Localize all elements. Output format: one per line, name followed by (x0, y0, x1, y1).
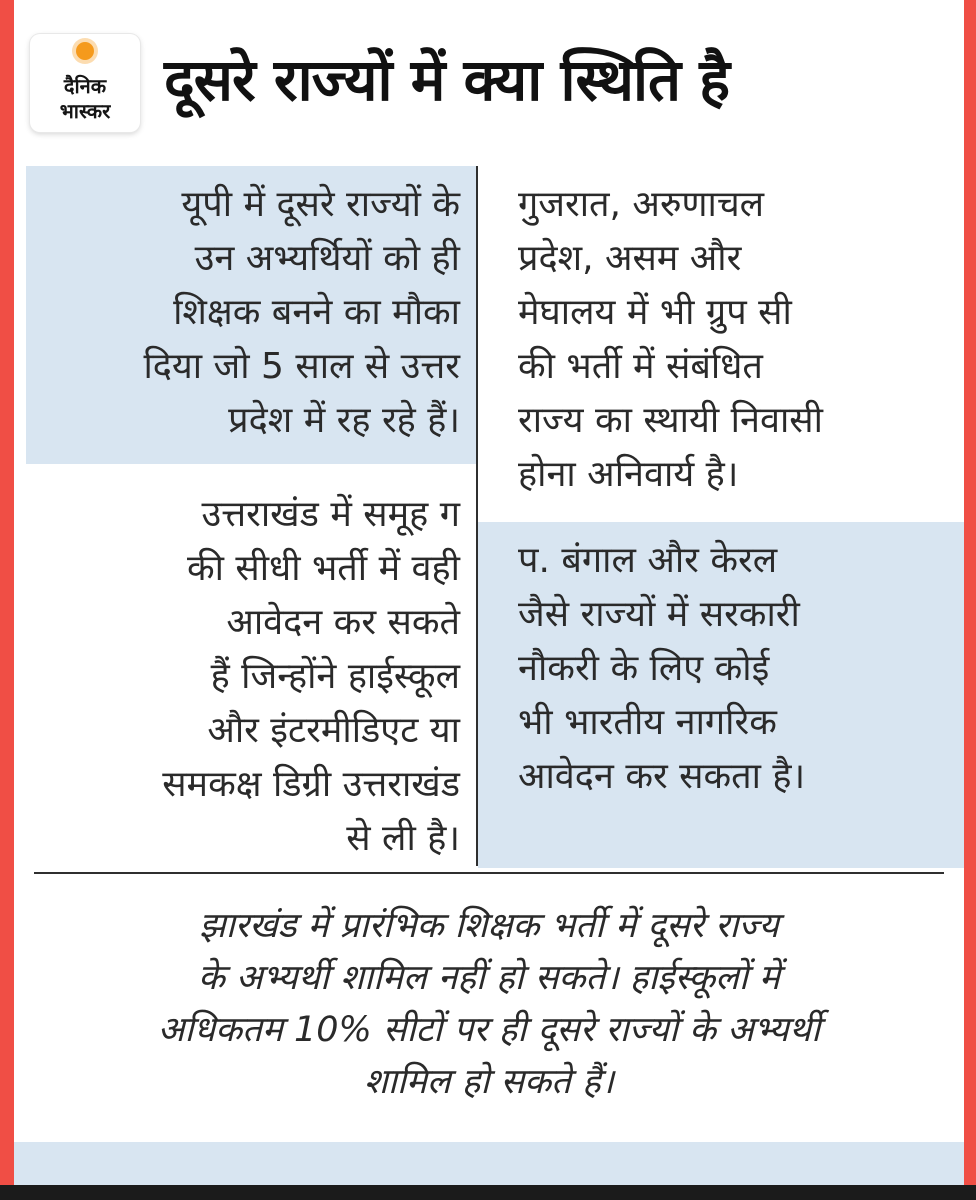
logo-text-line-1: दैनिक (63, 74, 107, 98)
panel-uttarakhand-text: उत्तराखंड में समूह ग की सीधी भर्ती में वही आवेदन कर सकते हैं जिन्होंने हाईस्कूल और इंटरमीडिएट या समकक्ष डिग्री उत्तराखंड से ली है। (162, 494, 460, 859)
panel-uttarakhand (26, 476, 476, 866)
page-title: दूसरे राज्यों में क्या स्थिति है (164, 46, 730, 114)
header (14, 0, 964, 150)
vertical-divider (476, 166, 478, 866)
panel-up (26, 166, 476, 464)
horizontal-divider (34, 872, 944, 874)
panel-bengal-text: प. बंगाल और केरल जैसे राज्यों में सरकारी नौकरी के लिए कोई भी भारतीय नागरिक आवेदन कर सकता है। (518, 540, 806, 797)
bottom-bar (0, 1185, 976, 1200)
panel-gujarat (478, 166, 964, 522)
sun-logo-icon (76, 42, 94, 60)
bottom-strip (14, 1142, 964, 1185)
logo-text-line-2: भास्कर (59, 99, 111, 123)
panel-up-text: यूपी में दूसरे राज्यों के उन अभ्यर्थियों को ही शिक्षक बनने का मौका दिया जो 5 साल से उत्तर प्रदेश में रह रहे हैं। (143, 184, 460, 441)
panel-bengal (478, 522, 964, 868)
dainik-bhaskar-logo (30, 34, 140, 132)
panel-jharkhand-text: झारखंड में प्रारंभिक शिक्षक भर्ती में दूसरे राज्य के अभ्यर्थी शामिल नहीं हो सकते। हाईस्कूलों में अधिकतम 10% सीटों पर ही दूसरे राज्यों के अभ्यर्थी शामिल हो सकते हैं। (157, 906, 821, 1102)
infographic-card (14, 0, 964, 1185)
panel-jharkhand (14, 892, 964, 1142)
panel-gujarat-text: गुजरात, अरुणाचल प्रदेश, असम और मेघालय में भी ग्रुप सी की भर्ती में संबंधित राज्य का स्थायी निवासी होना अनिवार्य है। (518, 184, 823, 495)
